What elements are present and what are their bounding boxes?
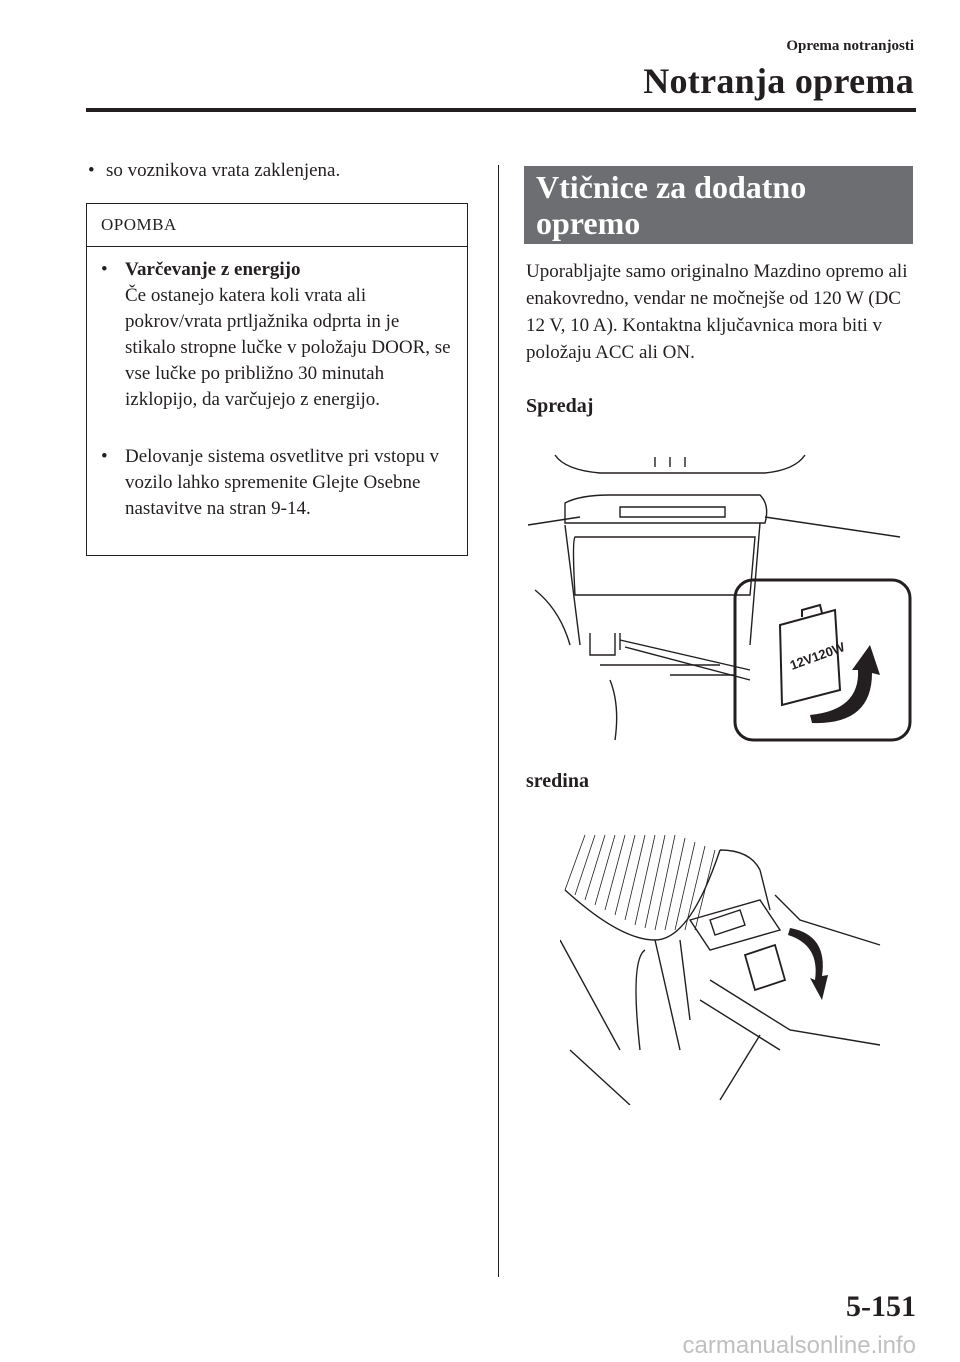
page-number: 5-151	[846, 1290, 916, 1323]
center-socket-illustration	[560, 830, 885, 1105]
front-socket-illustration	[520, 445, 915, 745]
center-socket	[745, 945, 785, 990]
column-divider	[498, 165, 499, 1277]
bullet-glyph: •	[101, 259, 108, 280]
header-divider	[86, 108, 916, 112]
note-box	[86, 203, 468, 556]
section-title: Vtičnice za dodatno opremo	[536, 169, 807, 241]
dash-outline	[555, 455, 805, 473]
note-item-title: Varčevanje z energijo	[125, 259, 301, 280]
bullet-text: so voznikova vrata zaklenjena.	[106, 160, 341, 181]
note-heading: OPOMBA	[101, 215, 177, 234]
note-divider	[87, 246, 467, 247]
note-item-text: Delovanje sistema osvetlitve pri vstopu v vozilo lahko spremenite Glejte Osebne nastavitve na stran 9-14.	[125, 446, 439, 519]
bullet-glyph: •	[88, 160, 95, 181]
figure-label-center: sredina	[526, 770, 589, 792]
note-item-text: Če ostanejo katera koli vrata ali pokrov/vrata prtljažnika odprta in je stikalo stropne lučke v položaju DOOR, se vse lučke po približno 30 minutah izklopijo, da varčujejo z energijo.	[125, 285, 451, 410]
note-item	[101, 257, 451, 413]
section-banner	[524, 166, 913, 244]
note-item	[101, 444, 451, 522]
chapter-subtitle: Oprema notranjosti	[786, 38, 914, 54]
open-arrow-icon	[788, 928, 828, 1000]
socket-rating-label: 12V120W	[787, 639, 847, 673]
watermark: carmanualsonline.info	[682, 1332, 916, 1359]
figure-label-front: Spredaj	[526, 395, 594, 417]
intro-paragraph: Uporabljajte samo originalno Mazdino opremo ali enakovredno, vendar ne močnejše od 120 W (DC 12 V, 10 A). Kontaktna ključavnica mora biti v položaju ACC ali ON.	[526, 261, 908, 363]
chapter-title: Notranja oprema	[643, 61, 914, 101]
armrest-hatching	[565, 835, 715, 930]
bullet-item	[88, 157, 488, 184]
bullet-glyph: •	[101, 446, 108, 467]
